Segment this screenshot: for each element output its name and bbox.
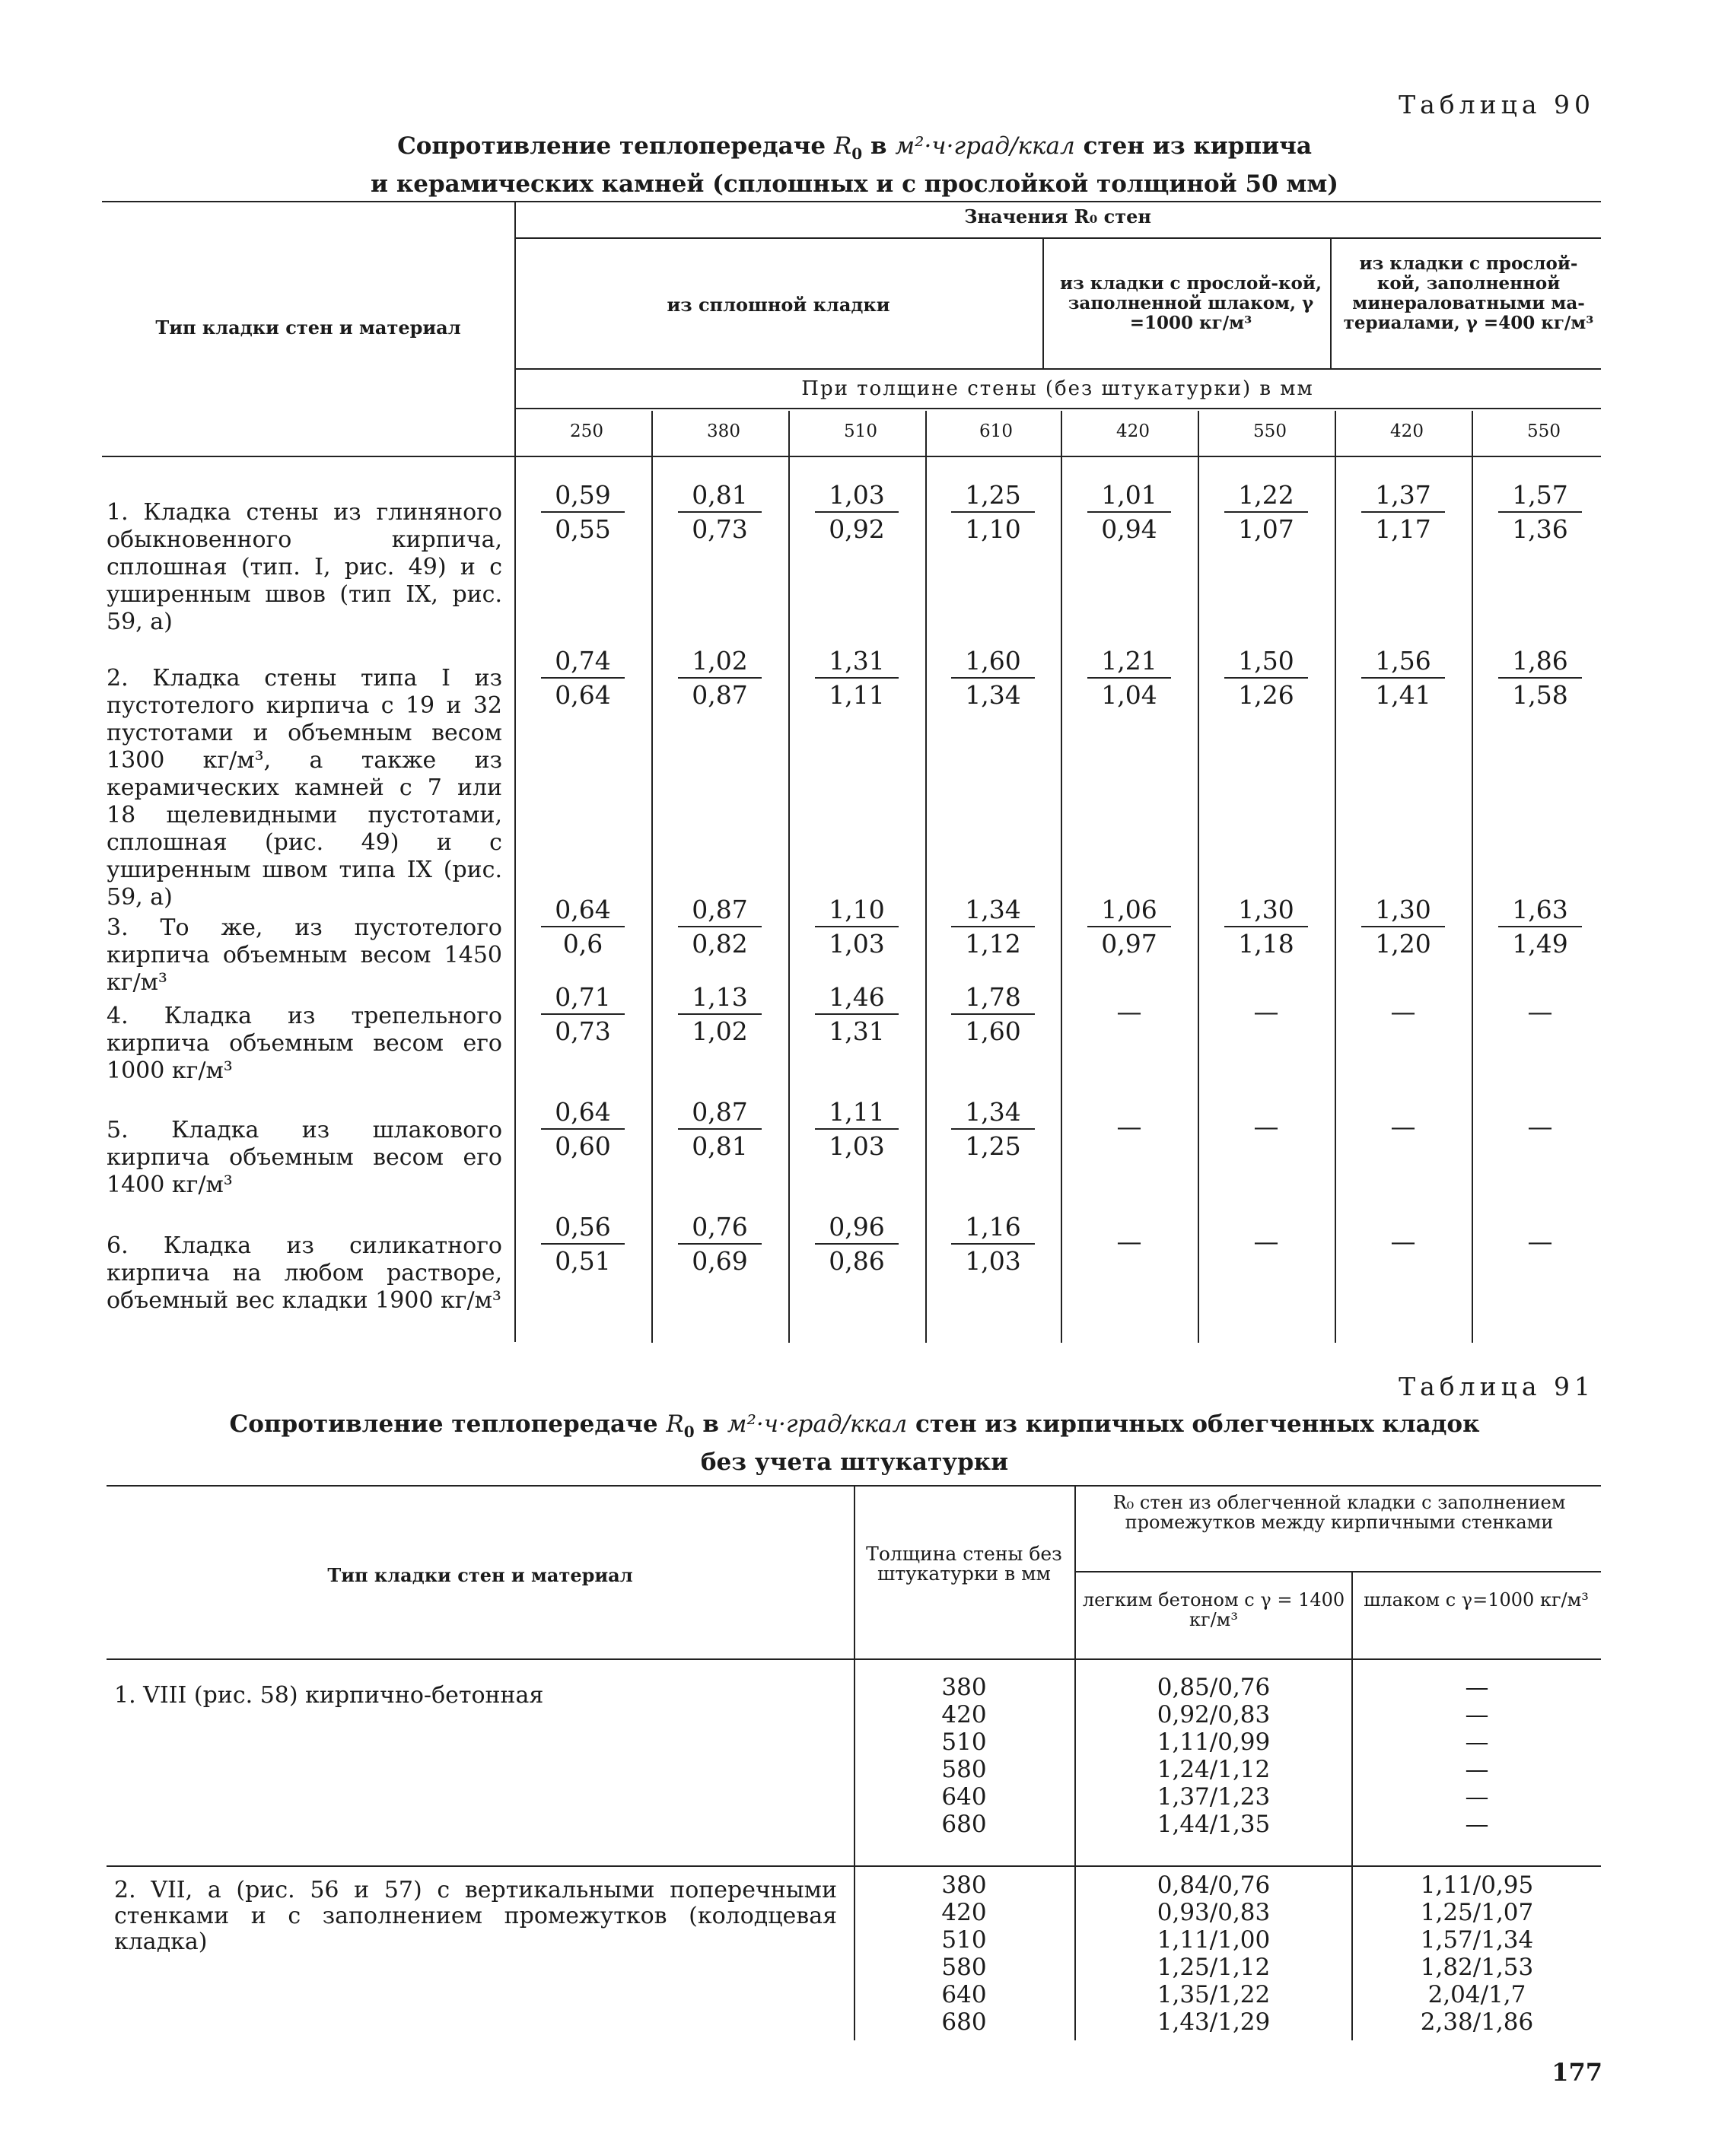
t90-type-header: Тип кладки стен и материал	[155, 316, 461, 339]
r0-numerator: 1,03	[815, 479, 899, 513]
t91-slag-value: —	[1465, 1728, 1489, 1756]
r0-fraction-cell	[541, 981, 625, 1047]
table-90-label: Таблица 90	[1399, 90, 1595, 119]
r0-denominator: 1,34	[965, 680, 1021, 710]
r0-fraction-cell	[541, 1211, 625, 1277]
t91-thickness-value: 680	[941, 1811, 987, 1838]
t91-slag-value: —	[1465, 1701, 1489, 1728]
empty-dash-cell: —	[1527, 1226, 1553, 1256]
t91-thickness-value: 580	[941, 1756, 987, 1783]
r0-numerator: 1,34	[951, 894, 1035, 927]
empty-dash-cell: —	[1116, 1226, 1142, 1256]
t90-row-1-text: 1. Кладка стены из глиняного обыкновенного кирпича, сплошная (тип. I, рис. 49) и с уширенным швов (тип IX, рис. 59, а)	[107, 499, 502, 635]
r0-fraction-cell	[815, 981, 899, 1047]
t90-divider	[1330, 237, 1332, 368]
t91-slag-value: 1,25/1,07	[1420, 1899, 1534, 1926]
r0-numerator: 1,11	[815, 1096, 899, 1130]
r0-fraction-cell	[951, 1211, 1035, 1277]
t91-concrete-value: 0,92/0,83	[1157, 1701, 1271, 1728]
t91-slag-value: 2,38/1,86	[1420, 2008, 1534, 2036]
t91-slag-value: 1,82/1,53	[1420, 1954, 1534, 1981]
table-90-title: Сопротивление теплопередаче $R_0$ в м²·ч·град/ккал стен из кирпича и керамических камней (сплошных и с прослойкой толщиной 50 мм)	[371, 132, 1338, 199]
t91-concrete-value: 1,24/1,12	[1157, 1756, 1271, 1783]
t91-group-header: R₀ стен из облегченной кладки с заполнением промежутков между кирпичными стенками	[1112, 1492, 1566, 1533]
t90-solid-header: из сплошной кладки	[667, 294, 890, 316]
r0-denominator: 1,18	[1238, 929, 1294, 959]
r0-fraction-cell	[678, 1211, 762, 1277]
t90-thickness: 550	[1253, 421, 1287, 441]
r0-denominator: 1,60	[965, 1016, 1021, 1046]
r0-numerator: 1,01	[1087, 479, 1171, 513]
t91-thickness-header: Толщина стены без штукатурки в мм	[866, 1543, 1062, 1585]
r0-numerator: 0,81	[678, 479, 762, 513]
r0-denominator: 1,11	[829, 680, 885, 710]
empty-dash-cell: —	[1253, 1226, 1279, 1256]
t91-slag-value: 1,11/0,95	[1420, 1871, 1534, 1899]
t91-concrete-value: 1,35/1,22	[1157, 1981, 1271, 2008]
t91-divider	[1074, 1485, 1076, 2040]
r0-denominator: 0,87	[692, 680, 748, 710]
r0-fraction-cell	[1087, 894, 1171, 959]
r0-denominator: 0,73	[692, 514, 748, 544]
r0-fraction-cell	[951, 981, 1035, 1047]
t91-divider	[854, 1485, 855, 2040]
r0-fraction-cell	[1498, 645, 1582, 711]
r0-numerator: 0,76	[678, 1211, 762, 1245]
table-91-title: Сопротивление теплопередаче $R_0$ в м²·ч·град/ккал стен из кирпичных облегченных кладок без учета штукатурки	[229, 1410, 1480, 1477]
t90-rule	[514, 408, 1601, 409]
t91-concrete-header: легким бетоном с γ = 1400 кг/м³	[1082, 1589, 1345, 1630]
t90-rule	[514, 237, 1601, 239]
r0-denominator: 1,26	[1238, 680, 1294, 710]
r0-denominator: 1,17	[1375, 514, 1431, 544]
r0-numerator: 1,25	[951, 479, 1035, 513]
t90-row-6-text: 6. Кладка из силикатного кирпича на любом растворе, объемный вес кладки 1900 кг/м³	[107, 1232, 502, 1314]
t90-thickness: 610	[979, 421, 1013, 441]
r0-denominator: 0,82	[692, 929, 748, 959]
r0-denominator: 0,6	[562, 929, 603, 959]
r0-fraction-cell	[1087, 479, 1171, 545]
r0-fraction-cell	[541, 645, 625, 711]
empty-dash-cell: —	[1253, 997, 1279, 1026]
r0-numerator: 1,06	[1087, 894, 1171, 927]
r0-fraction-cell	[815, 894, 899, 959]
r0-denominator: 1,31	[829, 1016, 885, 1046]
t90-thickness: 420	[1116, 421, 1150, 441]
r0-numerator: 1,21	[1087, 645, 1171, 679]
r0-fraction-cell	[678, 981, 762, 1047]
t91-concrete-value: 0,84/0,76	[1157, 1871, 1271, 1899]
r0-fraction-cell	[678, 1096, 762, 1162]
r0-numerator: 0,56	[541, 1211, 625, 1245]
r0-denominator: 0,94	[1101, 514, 1157, 544]
empty-dash-cell: —	[1527, 1111, 1553, 1141]
r0-numerator: 1,02	[678, 645, 762, 679]
empty-dash-cell: —	[1390, 1111, 1416, 1141]
r0-numerator: 0,96	[815, 1211, 899, 1245]
t90-col-divider	[1198, 411, 1199, 1343]
r0-fraction-cell	[1498, 894, 1582, 959]
r0-fraction-cell	[1498, 479, 1582, 545]
r0-numerator: 1,60	[951, 645, 1035, 679]
r0-denominator: 1,25	[965, 1131, 1021, 1161]
r0-fraction-cell	[1224, 479, 1308, 545]
r0-fraction-cell	[541, 479, 625, 545]
r0-denominator: 0,60	[555, 1131, 611, 1161]
t90-thickness: 250	[570, 421, 603, 441]
r0-fraction-cell	[1361, 479, 1445, 545]
t91-thickness-value: 510	[941, 1926, 987, 1954]
t91-thickness-value: 420	[941, 1701, 987, 1728]
t90-slag-header: из кладки с прослой-кой, заполненной шлаком, γ =1000 кг/м³	[1060, 273, 1322, 333]
r0-numerator: 1,86	[1498, 645, 1582, 679]
r0-numerator: 1,10	[815, 894, 899, 927]
t90-row-2-text: 2. Кладка стены типа I из пустотелого кирпича с 19 и 32 пустотами и объемным весом 1300 кг/м³, а также из керамических камней с 7 или 18 щелевидными пустотами, сплошная (рис. 49) и с уширенным швом типа IX (рис. 59, а)	[107, 665, 502, 911]
r0-fraction-cell	[1087, 645, 1171, 711]
empty-dash-cell: —	[1116, 997, 1142, 1026]
t91-concrete-value: 1,11/0,99	[1157, 1728, 1271, 1756]
empty-dash-cell: —	[1527, 997, 1553, 1026]
r0-denominator: 1,58	[1512, 680, 1568, 710]
t90-col-divider	[1061, 411, 1062, 1343]
r0-numerator: 1,78	[951, 981, 1035, 1015]
r0-fraction-cell	[678, 479, 762, 545]
t90-col-divider	[925, 411, 927, 1343]
t90-col-divider	[788, 411, 790, 1343]
r0-denominator: 0,51	[555, 1246, 611, 1276]
r0-numerator: 0,87	[678, 1096, 762, 1130]
t90-col-divider	[651, 411, 653, 1343]
t90-thickness: 380	[707, 421, 740, 441]
t91-slag-value: —	[1465, 1783, 1489, 1811]
t90-thickness: 550	[1527, 421, 1561, 441]
r0-fraction-cell	[678, 894, 762, 959]
t91-concrete-value: 1,43/1,29	[1157, 2008, 1271, 2036]
r0-denominator: 0,97	[1101, 929, 1157, 959]
t91-concrete-value: 1,11/1,00	[1157, 1926, 1271, 1954]
r0-denominator: 1,10	[965, 514, 1021, 544]
r0-denominator: 1,41	[1375, 680, 1431, 710]
t91-slag-value: —	[1465, 1674, 1489, 1701]
t91-thickness-value: 510	[941, 1728, 987, 1756]
r0-denominator: 0,55	[555, 514, 611, 544]
t90-thickness: 420	[1390, 421, 1424, 441]
r0-numerator: 0,59	[541, 479, 625, 513]
t91-slag-value: 1,57/1,34	[1420, 1926, 1534, 1954]
r0-denominator: 1,04	[1101, 680, 1157, 710]
r0-numerator: 1,63	[1498, 894, 1582, 927]
t91-slag-value: —	[1465, 1756, 1489, 1783]
table-91-label: Таблица 91	[1399, 1372, 1595, 1401]
t90-row-5-text: 5. Кладка из шлакового кирпича объемным весом его 1400 кг/м³	[107, 1117, 502, 1198]
r0-numerator: 1,37	[1361, 479, 1445, 513]
r0-fraction-cell	[1224, 894, 1308, 959]
t90-mineral-header: из кладки с прослой-кой, заполненной минераловатными ма-териалами, γ =400 кг/м³	[1343, 253, 1594, 333]
r0-numerator: 0,64	[541, 894, 625, 927]
t91-concrete-value: 0,85/0,76	[1157, 1674, 1271, 1701]
t90-col-divider	[1335, 411, 1336, 1343]
r0-numerator: 0,74	[541, 645, 625, 679]
r0-denominator: 1,36	[1512, 514, 1568, 544]
t91-thickness-value: 640	[941, 1981, 987, 2008]
r0-denominator: 1,02	[692, 1016, 748, 1046]
r0-denominator: 0,73	[555, 1016, 611, 1046]
r0-denominator: 1,07	[1238, 514, 1294, 544]
r0-fraction-cell	[541, 894, 625, 959]
r0-denominator: 1,12	[965, 929, 1021, 959]
t90-header-bottom-rule	[102, 456, 1601, 457]
t91-concrete-value: 0,93/0,83	[1157, 1899, 1271, 1926]
r0-numerator: 1,57	[1498, 479, 1582, 513]
t91-rule	[1074, 1571, 1601, 1572]
r0-denominator: 1,49	[1512, 929, 1568, 959]
t91-concrete-value: 1,25/1,12	[1157, 1954, 1271, 1981]
page-number: 177	[1551, 2058, 1602, 2087]
r0-fraction-cell	[1361, 645, 1445, 711]
r0-fraction-cell	[951, 479, 1035, 545]
r0-denominator: 0,64	[555, 680, 611, 710]
r0-numerator: 0,71	[541, 981, 625, 1015]
r0-denominator: 0,92	[829, 514, 885, 544]
empty-dash-cell: —	[1390, 997, 1416, 1026]
r0-denominator: 1,03	[829, 1131, 885, 1161]
t90-thickness-note: При толщине стены (без штукатурки) в мм	[801, 377, 1314, 400]
t91-concrete-value: 1,37/1,23	[1157, 1783, 1271, 1811]
r0-numerator: 1,22	[1224, 479, 1308, 513]
r0-fraction-cell	[1224, 645, 1308, 711]
t91-thickness-value: 380	[941, 1871, 987, 1899]
t91-thickness-value: 680	[941, 2008, 987, 2036]
r0-denominator: 1,20	[1375, 929, 1431, 959]
t90-top-rule	[102, 201, 1601, 202]
r0-numerator: 1,50	[1224, 645, 1308, 679]
t91-concrete-value: 1,44/1,35	[1157, 1811, 1271, 1838]
t90-row-4-text: 4. Кладка из трепельного кирпича объемным весом его 1000 кг/м³	[107, 1003, 502, 1084]
t91-thickness-value: 420	[941, 1899, 987, 1926]
r0-numerator: 1,31	[815, 645, 899, 679]
r0-fraction-cell	[678, 645, 762, 711]
r0-numerator: 0,87	[678, 894, 762, 927]
r0-numerator: 1,30	[1361, 894, 1445, 927]
r0-fraction-cell	[951, 894, 1035, 959]
r0-denominator: 0,81	[692, 1131, 748, 1161]
r0-numerator: 1,34	[951, 1096, 1035, 1130]
r0-denominator: 1,03	[829, 929, 885, 959]
r0-denominator: 1,03	[965, 1246, 1021, 1276]
t90-divider	[1042, 237, 1044, 368]
t91-thickness-value: 380	[941, 1674, 987, 1701]
t91-slag-value: —	[1465, 1811, 1489, 1838]
r0-fraction-cell	[815, 1096, 899, 1162]
t91-thickness-value: 580	[941, 1954, 987, 1981]
t90-col-divider	[1472, 411, 1473, 1343]
r0-numerator: 1,30	[1224, 894, 1308, 927]
empty-dash-cell: —	[1116, 1111, 1142, 1141]
r0-numerator: 1,16	[951, 1211, 1035, 1245]
r0-fraction-cell	[815, 1211, 899, 1277]
t91-slag-header: шлаком с γ=1000 кг/м³	[1364, 1589, 1589, 1611]
r0-fraction-cell	[815, 479, 899, 545]
r0-numerator: 1,46	[815, 981, 899, 1015]
r0-denominator: 0,69	[692, 1246, 748, 1276]
r0-numerator: 0,64	[541, 1096, 625, 1130]
t91-thickness-value: 640	[941, 1783, 987, 1811]
t91-slag-value: 2,04/1,7	[1427, 1981, 1526, 2008]
r0-fraction-cell	[951, 645, 1035, 711]
r0-denominator: 0,86	[829, 1246, 885, 1276]
t90-thickness: 510	[844, 421, 877, 441]
empty-dash-cell: —	[1390, 1226, 1416, 1256]
r0-numerator: 1,56	[1361, 645, 1445, 679]
t90-type-col-divider	[514, 201, 516, 1342]
r0-numerator: 1,13	[678, 981, 762, 1015]
t91-row-2-text: 2. VII, а (рис. 56 и 57) с вертикальными поперечными стенками и с заполнением промежутков (колодцевая кладка)	[114, 1877, 837, 1955]
t91-type-header: Тип кладки стен и материал	[327, 1564, 633, 1586]
t91-row-1-text: 1. VIII (рис. 58) кирпично-бетонная	[114, 1682, 544, 1709]
r0-fraction-cell	[541, 1096, 625, 1162]
empty-dash-cell: —	[1253, 1111, 1279, 1141]
t90-row-3-text: 3. То же, из пустотелого кирпича объемным весом 1450 кг/м³	[107, 914, 502, 996]
r0-fraction-cell	[1361, 894, 1445, 959]
t91-divider	[1351, 1571, 1353, 2040]
r0-fraction-cell	[951, 1096, 1035, 1162]
t90-values-header: Значения R₀ стен	[964, 205, 1151, 227]
r0-fraction-cell	[815, 645, 899, 711]
t90-rule	[514, 368, 1601, 370]
